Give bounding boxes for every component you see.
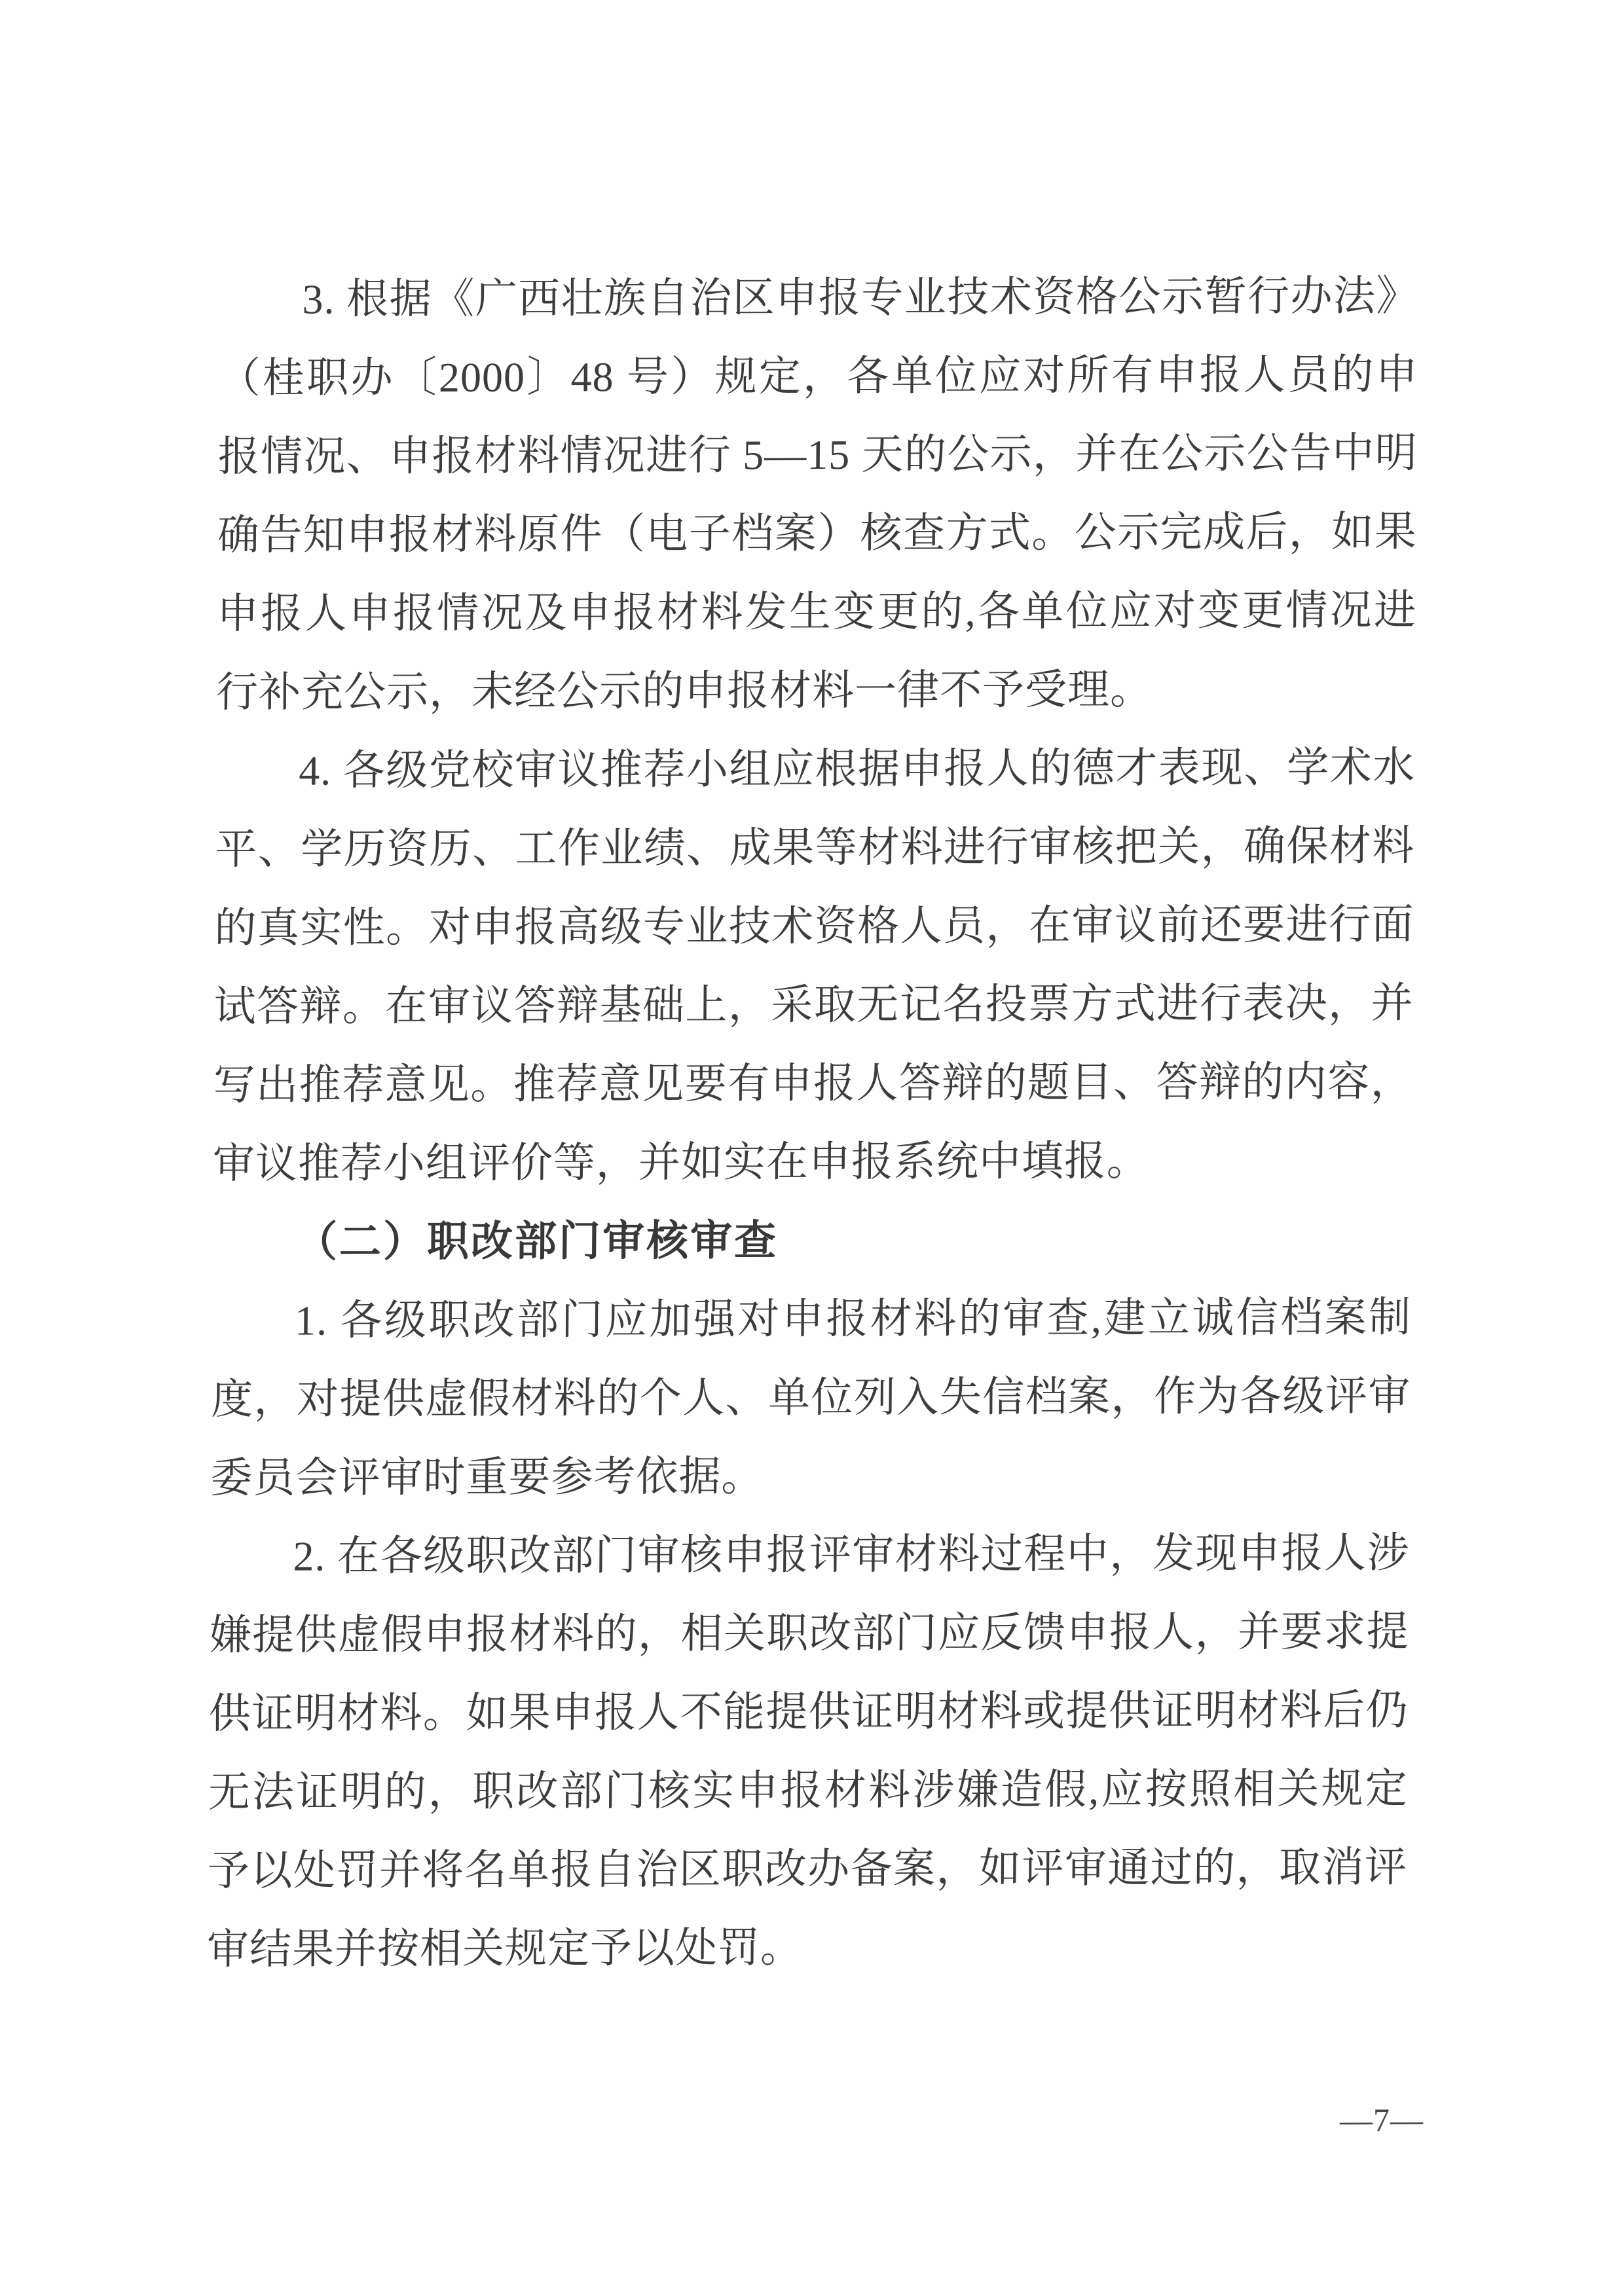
- page-number: —7—: [1339, 2101, 1424, 2139]
- text-line: 供证明材料。如果申报人不能提供证明材料或提供证明材料后仍: [208, 1686, 1409, 1738]
- text-line: 2. 在各级职改部门审核申报评审材料过程中，发现申报人涉: [293, 1529, 1410, 1580]
- document-body: [207, 257, 1419, 1989]
- text-line: 申报人申报情况及申报材料发生变更的,各单位应对变更情况进: [216, 587, 1417, 638]
- text-line: 4. 各级党校审议推荐小组应根据申报人的德才表现、学术水: [299, 744, 1416, 794]
- text-line: （桂职办〔2000〕48 号）规定，各单位应对所有申报人员的申: [218, 351, 1418, 402]
- text-line: 确告知申报材料原件（电子档案）核查方式。公示完成后，如果: [217, 508, 1418, 559]
- section-heading: （二）职改部门审核审查: [295, 1217, 779, 1266]
- text-line: 审议推荐小组评价等，并如实在申报系统中填报。: [212, 1137, 1150, 1188]
- text-line: 行补充公示，未经公示的申报材料一律不予受理。: [215, 666, 1153, 716]
- text-line: 报情况、申报材料情况进行 5—15 天的公示，并在公示公告中明: [217, 429, 1418, 481]
- text-line: 的真实性。对申报高级专业技术资格人员，在审议前还要进行面: [214, 901, 1414, 952]
- text-line: 审结果并按相关规定予以处罚。: [206, 1924, 803, 1973]
- text-line: 度，对提供虚假材料的个人、单位列入失信档案，作为各级评审: [210, 1372, 1411, 1423]
- text-line: 试答辩。在审议答辩基础上，采取无记名投票方式进行表决，并: [213, 979, 1414, 1030]
- text-line: 3. 根据《广西壮族自治区申报专业技术资格公示暂行办法》: [302, 272, 1419, 323]
- text-line: 1. 各级职改部门应加强对申报材料的审查,建立诚信档案制: [294, 1294, 1412, 1344]
- text-line: 委员会评审时重要参考依据。: [210, 1453, 764, 1502]
- text-line: 写出推荐意见。推荐意见要有申报人答辩的题目、答辩的内容，: [213, 1058, 1414, 1109]
- text-line: 无法证明的，职改部门核实申报材料涉嫌造假,应按照相关规定: [208, 1765, 1409, 1816]
- text-line: 予以处罚并将名单报自治区职改办备案，如评审通过的，取消评: [207, 1844, 1408, 1895]
- text-line: 平、学历资历、工作业绩、成果等材料进行审核把关，确保材料: [215, 822, 1415, 873]
- text-line: 嫌提供虚假申报材料的，相关职改部门应反馈申报人，并要求提: [209, 1608, 1409, 1659]
